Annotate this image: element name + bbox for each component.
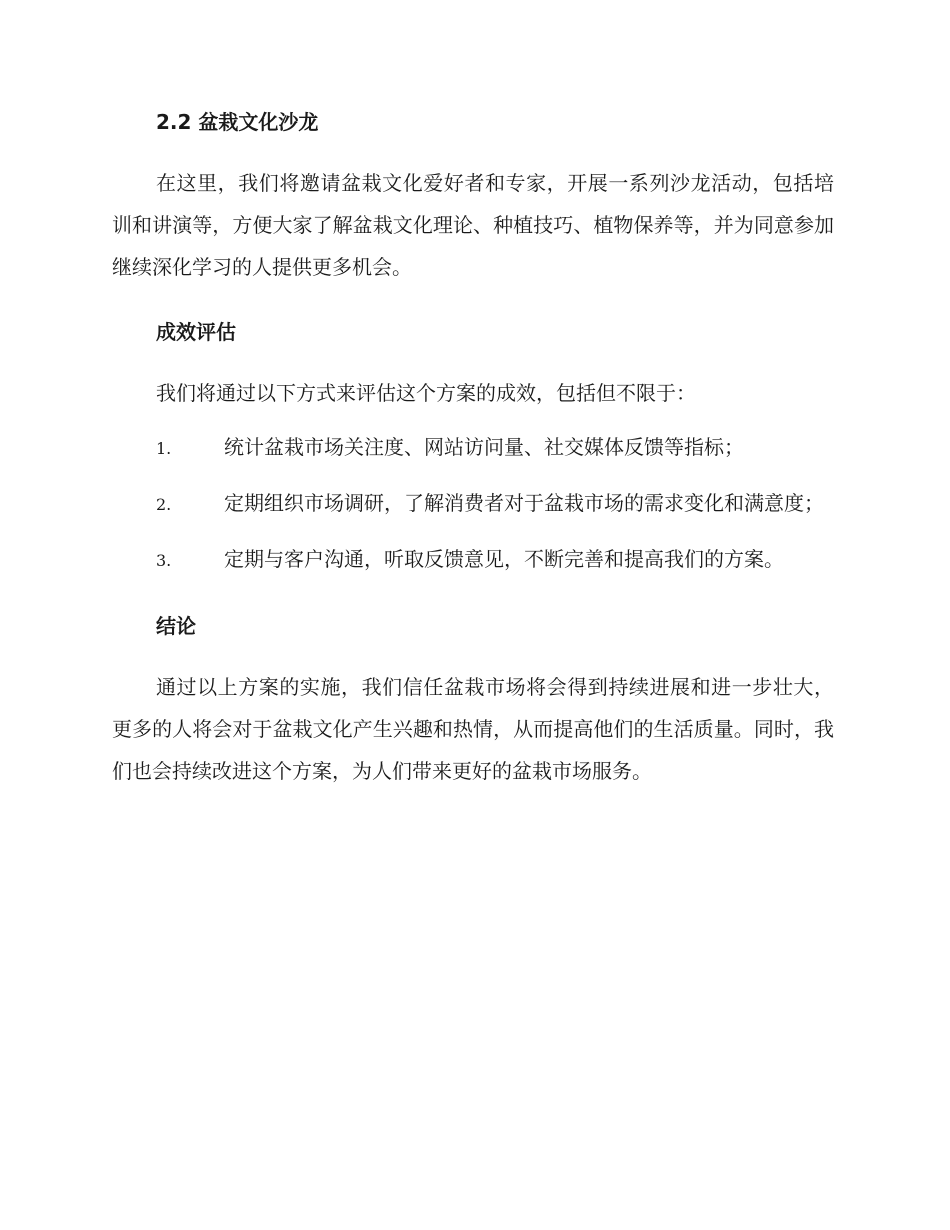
list-text: 定期组织市场调研，了解消费者对于盆栽市场的需求变化和满意度； [224, 491, 824, 515]
section-heading-salon: 2.2 盆栽文化沙龙 [156, 110, 319, 134]
section-heading-conclusion: 结论 [156, 614, 196, 638]
evaluation-intro: 我们将通过以下方式来评估这个方案的成效，包括但不限于： [156, 381, 696, 405]
list-text: 定期与客户沟通，听取反馈意见，不断完善和提高我们的方案。 [224, 547, 784, 571]
evaluation-list-item [112, 426, 834, 470]
conclusion-paragraph: 通过以上方案的实施，我们信任盆栽市场将会得到持续进展和进一步壮大，更多的人将会对于盆栽文化产生兴趣和热情，从而提高他们的生活质量。同时，我们也会持续改进这个方案，为人们带来更好的盆栽市场服务。 [112, 675, 834, 783]
section-heading-evaluation: 成效评估 [156, 320, 236, 344]
list-number: 2. [156, 495, 172, 514]
list-text: 统计盆栽市场关注度、网站访问量、社交媒体反馈等指标； [224, 435, 744, 459]
evaluation-list-item [112, 538, 834, 582]
list-number: 3. [156, 551, 172, 570]
document-page [112, 108, 834, 792]
evaluation-list-item [112, 482, 834, 526]
list-number: 1. [156, 439, 172, 458]
salon-paragraph: 在这里，我们将邀请盆栽文化爱好者和专家，开展一系列沙龙活动，包括培训和讲演等，方便大家了解盆栽文化理论、种植技巧、植物保养等，并为同意参加继续深化学习的人提供更多机会。 [112, 171, 834, 279]
